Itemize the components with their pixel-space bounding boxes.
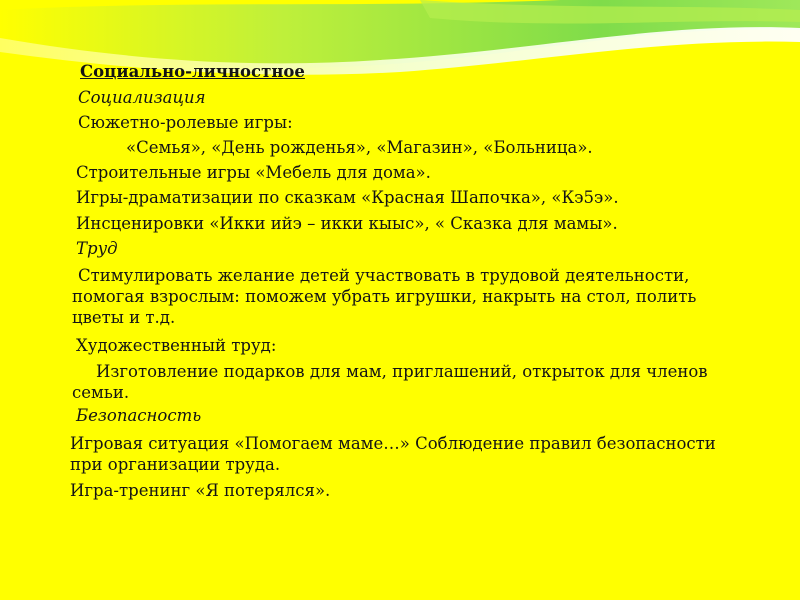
section-heading: Социально-личностное: [80, 62, 305, 81]
text-gifts: Изготовление подарков для мам, приглашений, открыток для членов семьи.: [72, 362, 708, 402]
subheading-safety: Безопасность: [76, 406, 202, 425]
text-dramatization-games: Игры-драматизации по сказкам «Красная Шапочка», «Кэ5э».: [76, 188, 619, 207]
subheading-labor: Труд: [76, 239, 118, 258]
text-safety-situation: Игровая ситуация «Помогаем маме…» Соблюдение правил безопасности при организации труда.: [70, 434, 716, 474]
text-art-labor: Художественный труд:: [76, 336, 277, 355]
text-labor-goal: Стимулировать желание детей участвовать в трудовой деятельности, помогая взрослым: поможем убрать игрушки, накрыть на стол, полить цветы и т.д.: [72, 266, 697, 327]
text-role-games-list: «Семья», «День рожденья», «Магазин», «Больница».: [126, 138, 593, 157]
text-role-games: Сюжетно-ролевые игры:: [78, 113, 293, 132]
subheading-socialization: Социализация: [78, 88, 206, 107]
text-building-games: Строительные игры «Мебель для дома».: [76, 163, 431, 182]
text-training-game: Игра-тренинг «Я потерялся».: [70, 481, 331, 500]
text-staging: Инсценировки «Икки ийэ – икки кыыс», « Сказка для мамы».: [76, 214, 618, 233]
